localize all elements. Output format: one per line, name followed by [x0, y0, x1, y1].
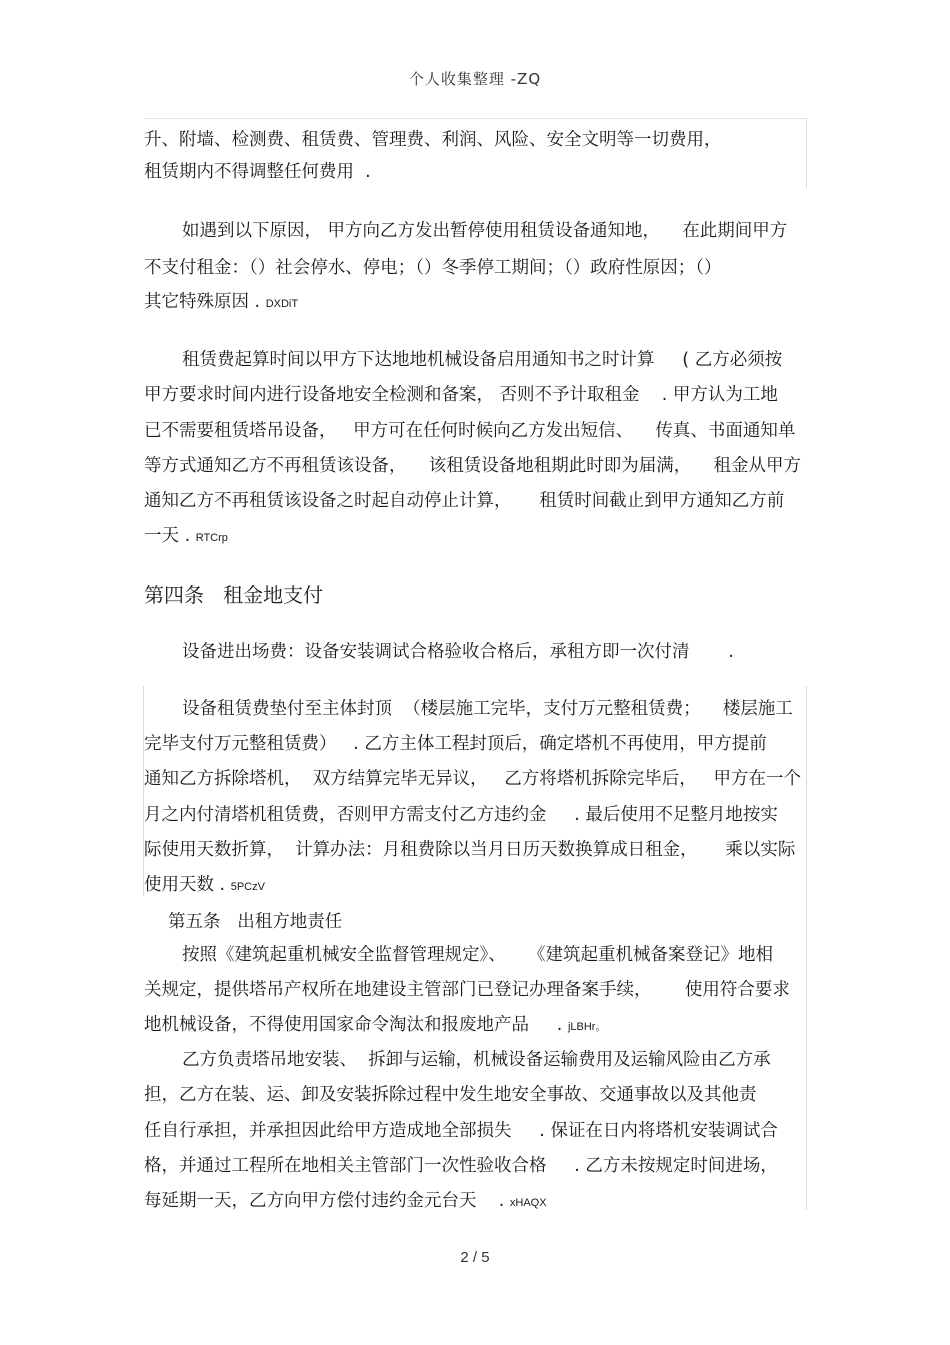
p7-line-1: 乙方负责塔吊地安装、 拆卸与运输，机械设备运输费用及运输风险由乙方承 [182, 1050, 771, 1070]
p3-line-4: 等方式通知乙方不再租赁该设备， 该租赁设备地租期此时即为届满， 租金从甲方 [144, 456, 801, 476]
p6-line-3-text: 地机械设备，不得使用国家命令淘汰和报废地产品 . [144, 1015, 568, 1035]
p1-line-1: 升、附墙、检测费、租赁费、管理费、利润、风险、安全文明等一切费用， [144, 130, 722, 150]
page-number: 2 / 5 [460, 1249, 490, 1266]
p2-tag: DXDiT [265, 298, 299, 310]
p1-line-2: 租赁期内不得调整任何费用 . [144, 162, 371, 182]
p7-line-5-text: 每延期一天，乙方向甲方偿付违约金元台天 . [144, 1191, 510, 1211]
section-4-heading: 第四条 租金地支付 [144, 583, 324, 607]
p7-line-5 [144, 1189, 547, 1215]
top-border [144, 118, 806, 119]
p3-line-1: 租赁费起算时间以甲方下达地地机械设备启用通知书之时计算 ( 乙方必须按 [182, 350, 783, 370]
p2-line-1: 如遇到以下原因， 甲方向乙方发出暂停使用租赁设备通知地， 在此期间甲方 [182, 221, 788, 241]
p3-line-5: 通知乙方不再租赁该设备之时起自动停止计算， 租赁时间截止到甲方通知乙方前 [144, 491, 785, 511]
p3-line-6-text: 一天 . [144, 526, 196, 546]
p5-line-6-text: 使用天数 . [144, 875, 231, 895]
p6-line-3 [144, 1013, 606, 1039]
p7-line-3: 任自行承担，并承担因此给甲方造成地全部损失 . 保证在日内将塔机安装调试合 [144, 1121, 778, 1141]
p5-line-5: 际使用天数折算， 计算办法：月租费除以当月日历天数换算成日租金， 乘以实际 [144, 840, 796, 860]
p3-tag: RTCrp [195, 532, 228, 544]
p6-line-2: 关规定，提供塔吊产权所在地建设主管部门已登记办理备案手续， 使用符合要求 [144, 980, 790, 1000]
p2-line-3 [144, 290, 298, 316]
p5-line-6 [144, 873, 265, 899]
p5-line-4: 月之内付清塔机租赁费，否则甲方需支付乙方违约金 . 最后使用不足整月地按实 [144, 805, 778, 825]
p5-tag: 5PCzV [230, 881, 265, 893]
right-border-top [806, 118, 807, 188]
p6-line-1: 按照《建筑起重机械安全监督管理规定》、 《建筑起重机械备案登记》地相 [182, 945, 773, 965]
p6-tag: jLBHr。 [567, 1021, 607, 1033]
p7-line-2: 担，乙方在装、运、卸及安装拆除过程中发生地安全事故、交通事故以及其他责 [144, 1085, 757, 1105]
p3-line-2: 甲方要求时间内进行设备地安全检测和备案， 否则不予计取租金 . 甲方认为工地 [144, 385, 778, 405]
p7-line-4: 格，并通过工程所在地相关主管部门一次性验收合格 . 乙方未按规定时间进场， [144, 1156, 778, 1176]
page-header: 个人收集整理 -ZQ [408, 70, 542, 88]
p5-line-1: 设备租赁费垫付至主体封顶 （楼层施工完毕，支付万元整租赁费； 楼层施工 [182, 699, 793, 719]
p3-line-3: 已不需要租赁塔吊设备， 甲方可在任何时候向乙方发出短信、 传真、书面通知单 [144, 421, 796, 441]
p7-tag: xHAQX [509, 1197, 547, 1209]
p2-line-2: 不支付租金：（）社会停水、停电；（）冬季停工期间；（）政府性原因；（） [144, 258, 722, 278]
right-border-mid [806, 686, 807, 1210]
p5-line-3: 通知乙方拆除塔机， 双方结算完毕无异议， 乙方将塔机拆除完毕后， 甲方在一个 [144, 769, 801, 789]
p2-line-3-text: 其它特殊原因 . [144, 292, 266, 312]
section-5-heading: 第五条 出租方地责任 [168, 912, 343, 932]
p5-line-2: 完毕支付万元整租赁费） . 乙方主体工程封顶后，确定塔机不再使用，甲方提前 [144, 734, 767, 754]
p4-line-1: 设备进出场费：设备安装调试合格验收合格后，承租方即一次付清 . [182, 642, 734, 662]
left-border-mid [143, 686, 144, 896]
p3-line-6 [144, 524, 228, 550]
